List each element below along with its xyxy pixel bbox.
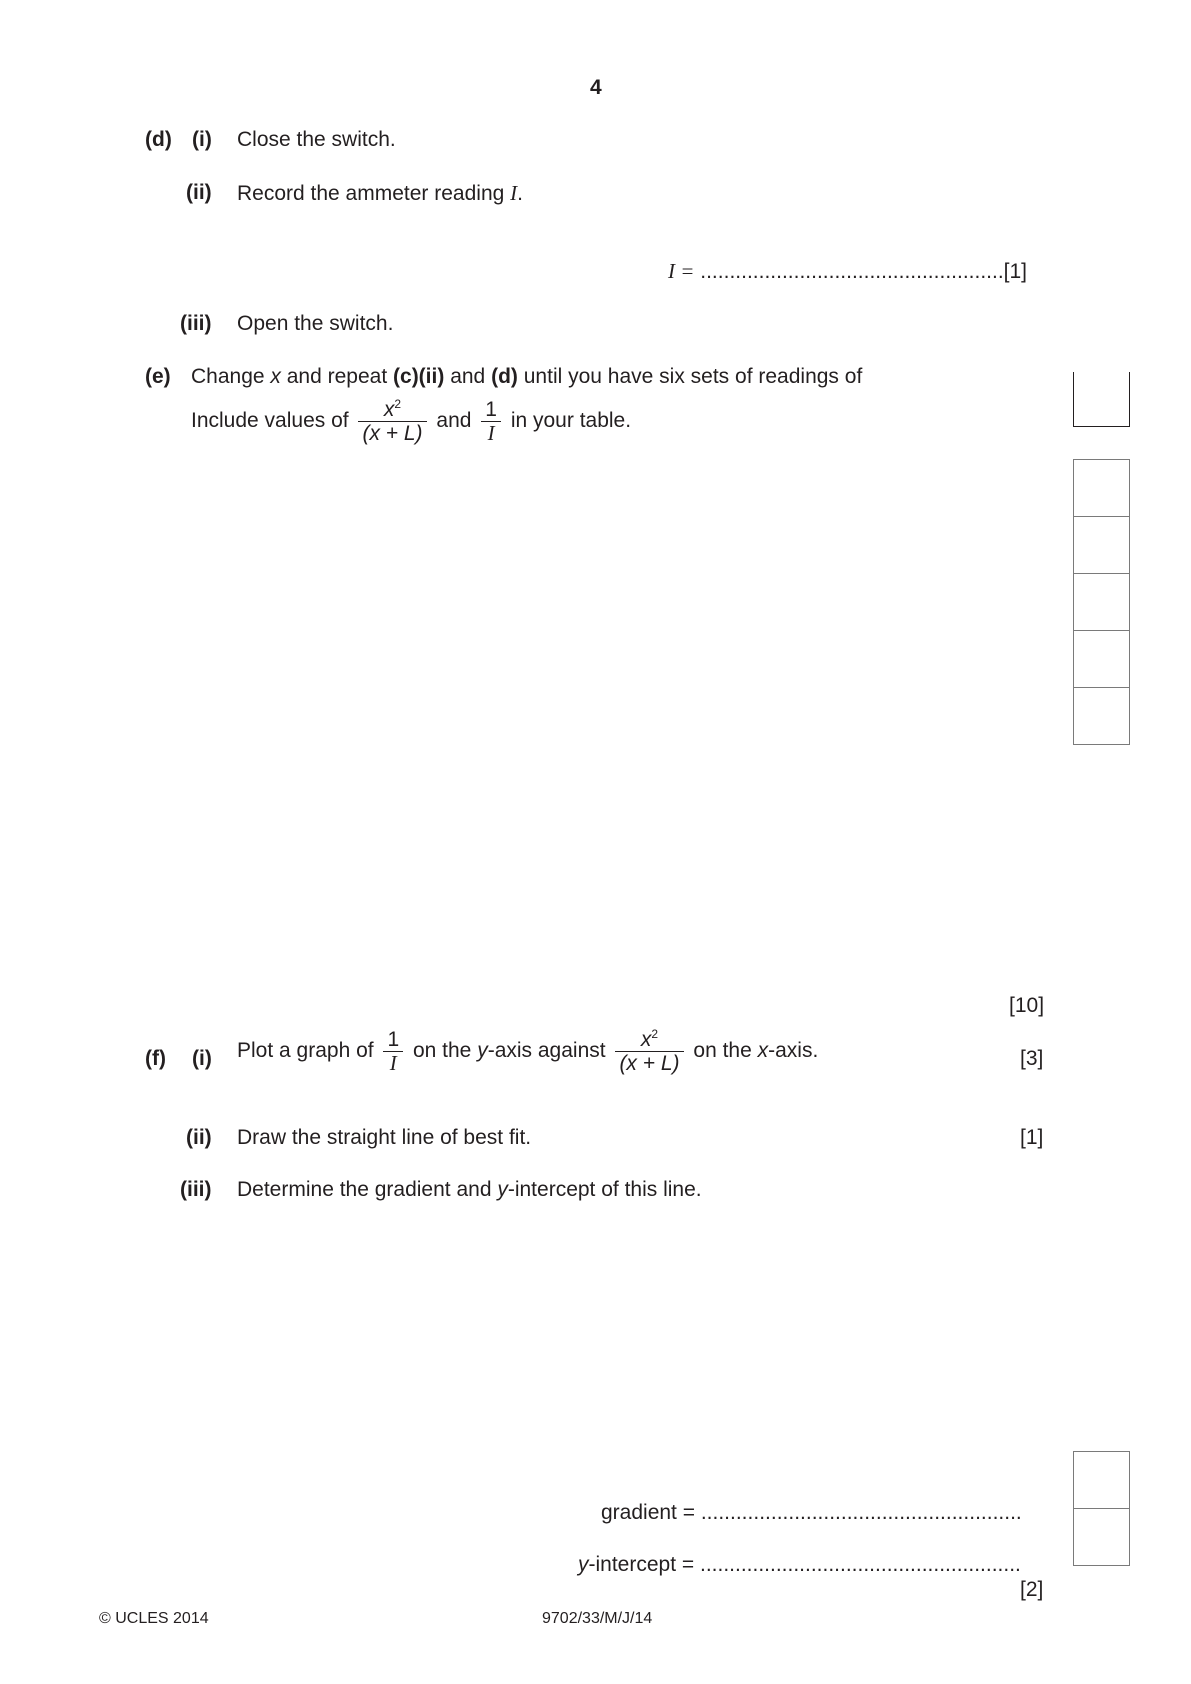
e-ref-cii: (c)(ii) xyxy=(393,365,445,388)
f-iii-mark: [2] xyxy=(1020,1578,1044,1601)
question-d-label: (d) xyxy=(145,128,172,151)
d-ii-label: (ii) xyxy=(186,181,212,204)
examiner-box-5 xyxy=(1073,687,1130,745)
f-frac-exp: 2 xyxy=(651,1027,659,1041)
gradient-answer-line xyxy=(601,1501,1022,1525)
f-ii-text: Draw the straight line of best fit. xyxy=(237,1126,532,1149)
e-repeat: and repeat xyxy=(286,365,388,388)
f-iii-y: y xyxy=(497,1178,508,1201)
current-answer-mark: [1] xyxy=(1003,260,1028,283)
question-e-label: (e) xyxy=(145,365,171,388)
f-ii-mark: [1] xyxy=(1020,1126,1044,1149)
gradient-answer-dots[interactable]: ....................................................... xyxy=(700,1501,1022,1524)
gradient-label: gradient = xyxy=(601,1501,695,1524)
f-axis-against: -axis against xyxy=(487,1039,606,1063)
f-iii-intercept: -intercept of this line. xyxy=(507,1178,702,1201)
examiner-box-1 xyxy=(1073,459,1130,517)
f-y: y xyxy=(477,1039,488,1063)
f-iii-label: (iii) xyxy=(180,1178,212,1201)
yintercept-answer-dots[interactable]: ....................................................... xyxy=(699,1553,1021,1576)
frac-num: x xyxy=(383,398,395,421)
yintercept-answer-line xyxy=(578,1553,1021,1577)
f-i-label: (i) xyxy=(192,1047,212,1070)
current-answer-line xyxy=(668,259,1027,284)
frac-den: (x + L) xyxy=(362,422,423,446)
d-ii-end: . xyxy=(517,182,523,205)
question-f-label: (f) xyxy=(145,1047,166,1070)
f-on-the-2: on the xyxy=(693,1039,752,1063)
f-plot: Plot a graph of xyxy=(237,1039,374,1063)
f-fraction-1-over-I xyxy=(383,1029,403,1075)
f-x: x xyxy=(757,1039,769,1063)
examiner-box-top-open xyxy=(1073,372,1130,427)
d-iii-label: (iii) xyxy=(180,312,212,335)
examiner-box-4 xyxy=(1073,630,1130,688)
f-i-mark: [3] xyxy=(1020,1047,1044,1070)
d-ii-sentence: Record the ammeter reading xyxy=(237,182,505,205)
footer-copyright: © UCLES 2014 xyxy=(99,1610,209,1627)
fraction-1-over-I xyxy=(481,399,501,445)
d-ii-text xyxy=(237,181,523,206)
current-answer-label: I = xyxy=(668,259,695,283)
f-ii-label: (ii) xyxy=(186,1126,212,1149)
e-line-2 xyxy=(191,398,631,445)
frac-exp: 2 xyxy=(394,397,402,411)
d-i-label: (i) xyxy=(192,128,212,151)
fraction-x2-over-xL xyxy=(358,398,426,445)
e-line-1 xyxy=(191,365,862,389)
f-fraction-x2-over-xL xyxy=(615,1028,683,1075)
f-iii-determine: Determine the gradient and xyxy=(237,1178,492,1201)
f-iii-text xyxy=(237,1178,702,1202)
frac-I: I xyxy=(487,420,495,445)
e-change: Change xyxy=(191,365,265,388)
e-x: x xyxy=(270,365,281,388)
e-include: Include values of xyxy=(191,409,349,433)
e-and: and xyxy=(450,365,486,388)
f-on-the: on the xyxy=(412,1039,472,1063)
e-and-2: and xyxy=(436,409,472,433)
e-in-table: in your table. xyxy=(510,409,632,433)
e-until: until you have six sets of readings of xyxy=(523,365,863,388)
f-frac-num: x xyxy=(640,1028,652,1051)
f-frac-one: 1 xyxy=(383,1029,403,1052)
footer-paper-code: 9702/33/M/J/14 xyxy=(542,1610,653,1627)
examiner-box-f-1 xyxy=(1073,1451,1130,1509)
current-answer-dots[interactable]: .................................................... xyxy=(700,260,1004,283)
examiner-box-2 xyxy=(1073,516,1130,574)
e-mark: [10] xyxy=(1009,994,1045,1017)
frac-one: 1 xyxy=(481,399,501,422)
examiner-box-f-2 xyxy=(1073,1508,1130,1566)
e-ref-d: (d) xyxy=(491,365,518,388)
yintercept-label: -intercept = xyxy=(588,1553,695,1576)
f-frac-I: I xyxy=(389,1050,397,1075)
f-frac-den: (x + L) xyxy=(619,1052,680,1076)
f-i-text xyxy=(237,1028,818,1075)
d-iii-text: Open the switch. xyxy=(237,312,394,335)
examiner-box-3 xyxy=(1073,573,1130,631)
d-ii-symbol: I xyxy=(510,181,518,205)
d-i-text: Close the switch. xyxy=(237,128,396,151)
yintercept-y: y xyxy=(578,1553,589,1576)
page-number: 4 xyxy=(590,76,602,99)
f-axis-end: -axis. xyxy=(768,1039,819,1063)
